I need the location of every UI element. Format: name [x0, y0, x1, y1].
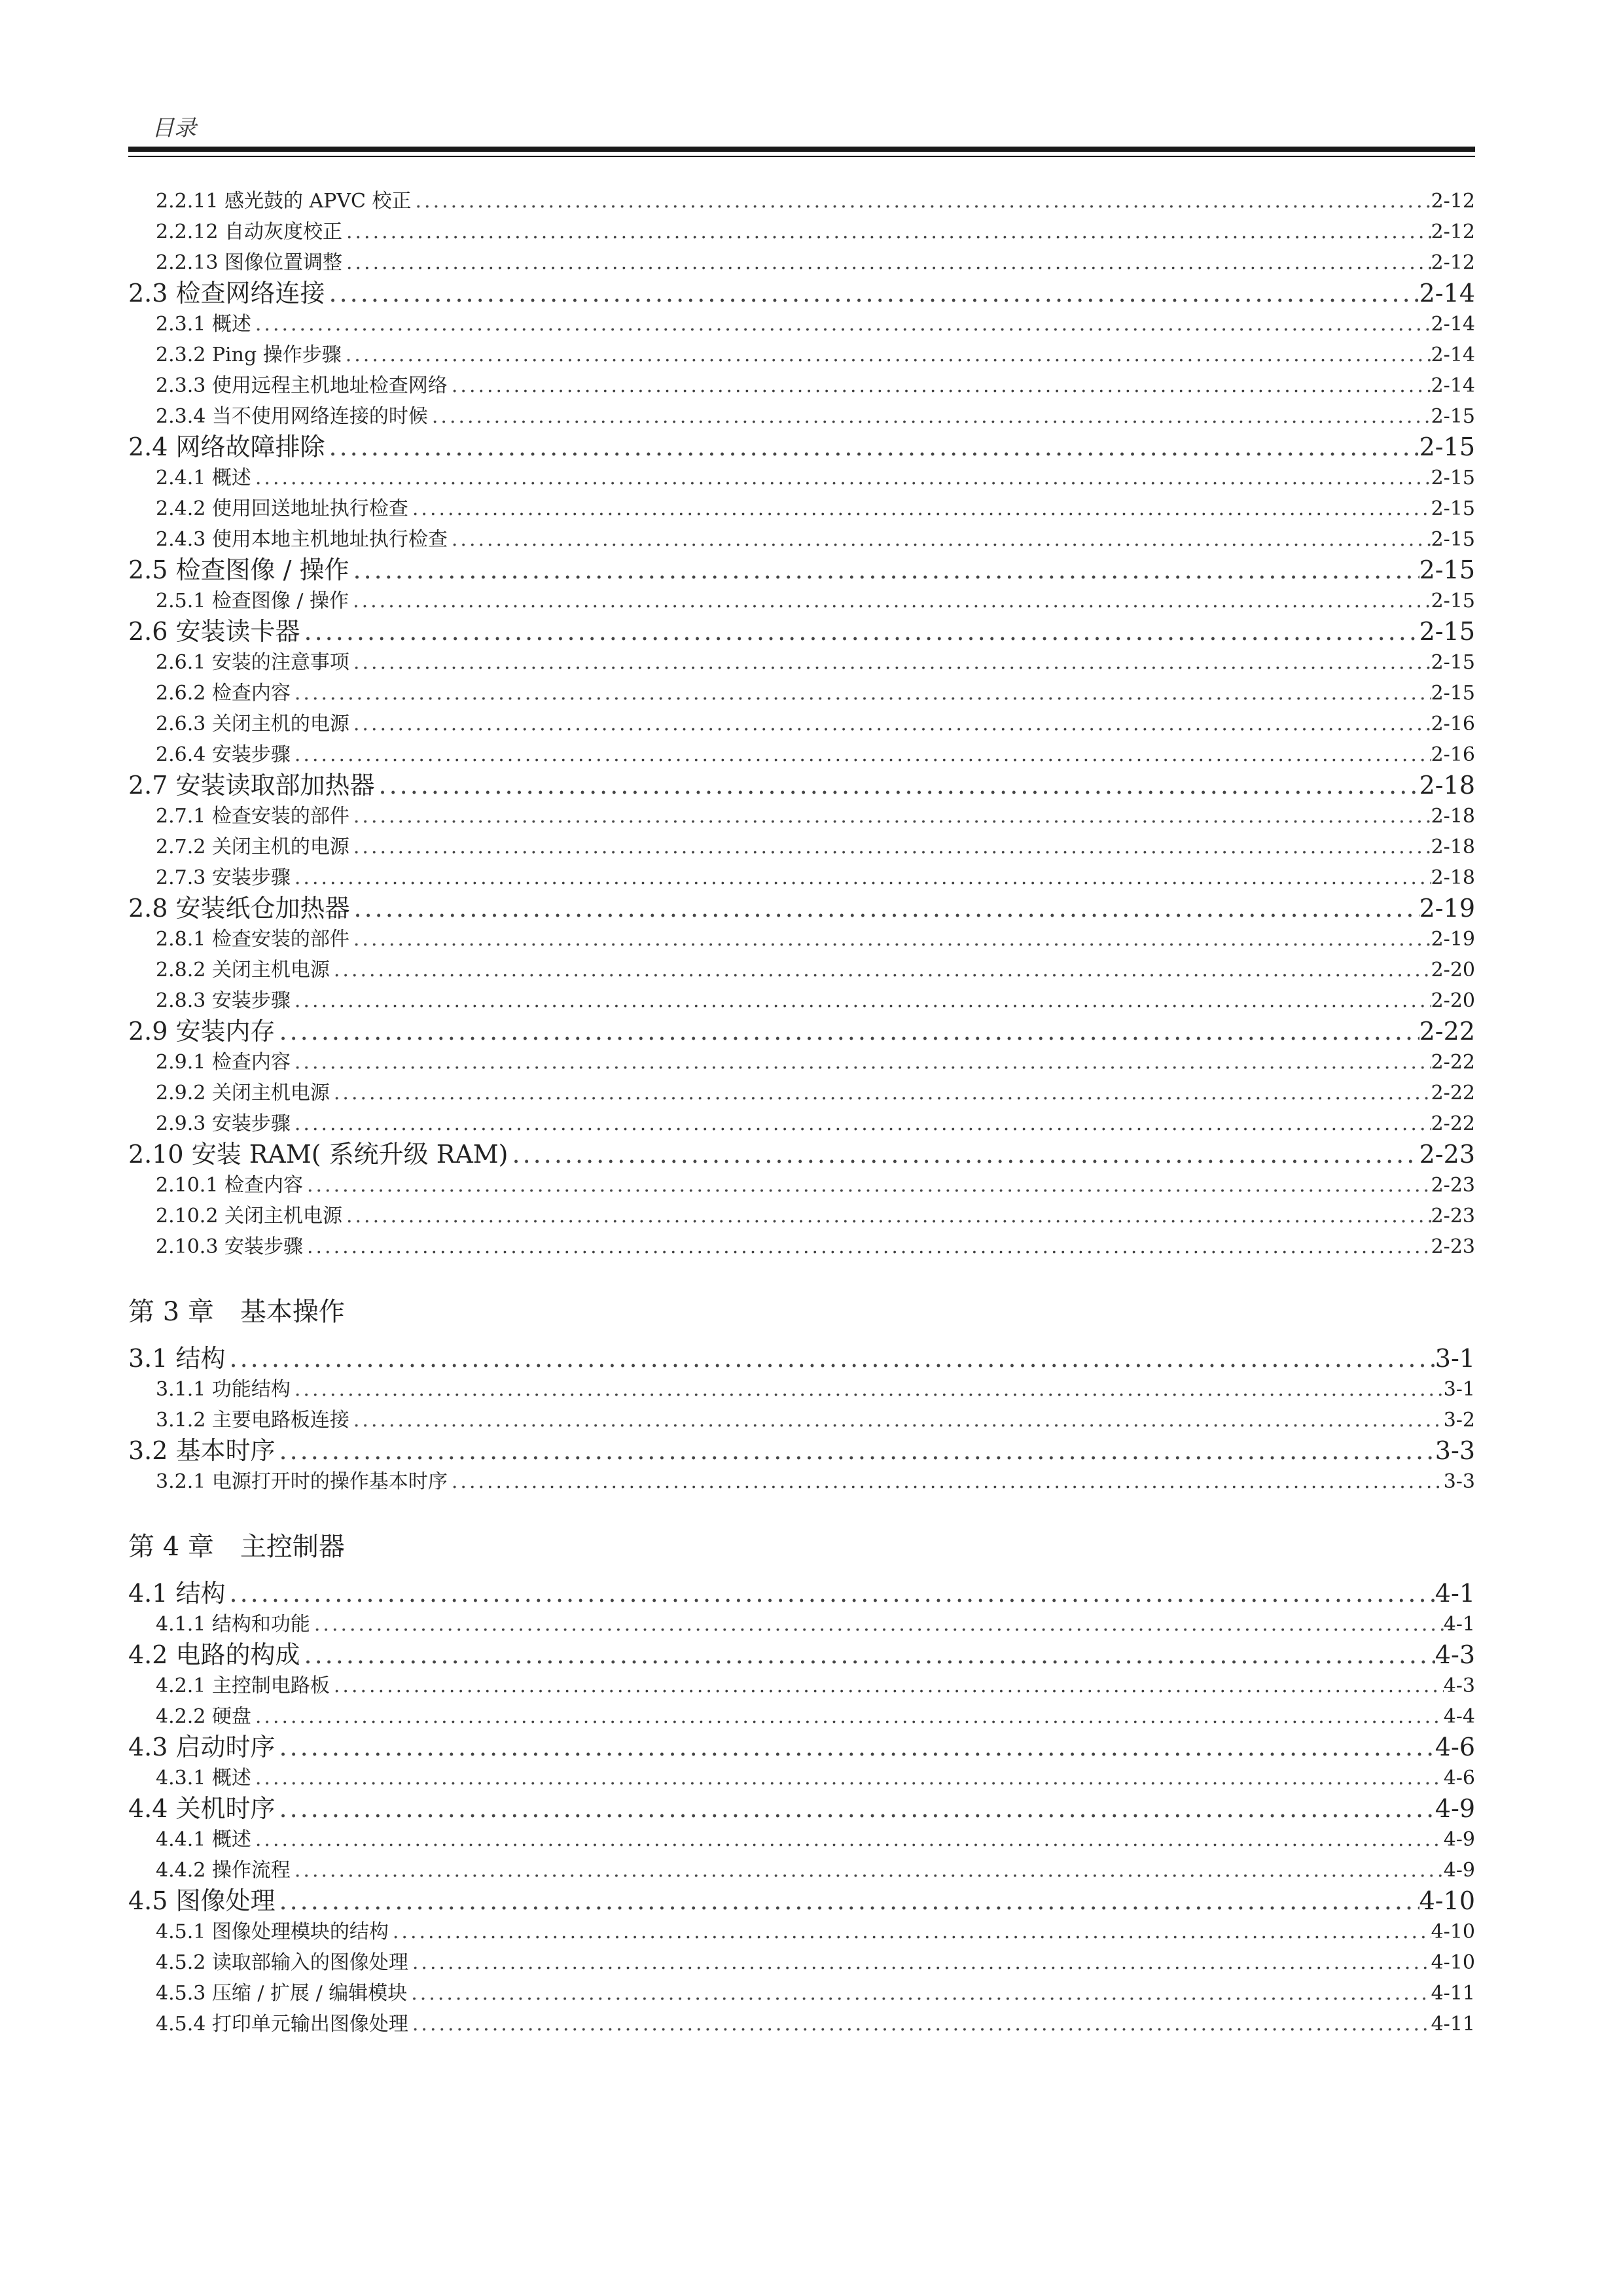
toc-entry-page: 2-20 [1431, 959, 1475, 981]
toc-entry-label: 4.2 电路的构成 [128, 1640, 300, 1669]
toc-section-entry[interactable] [128, 616, 1475, 647]
toc-subsection-entry[interactable] [128, 1978, 1475, 2009]
toc-entry-label: 3.1.1 功能结构 [156, 1378, 291, 1401]
toc-entry-page: 2-15 [1419, 617, 1475, 646]
toc-entry-page: 3-1 [1443, 1378, 1475, 1401]
toc-subsection-entry[interactable] [128, 1916, 1475, 1947]
toc-entry-label: 2.4 网络故障排除 [128, 433, 325, 461]
toc-subsection-entry[interactable] [128, 647, 1475, 678]
toc-entry-page: 4-3 [1435, 1640, 1475, 1669]
toc-entry-label: 2.10.2 关闭主机电源 [156, 1205, 342, 1227]
toc-subsection-entry[interactable] [128, 862, 1475, 893]
toc-subsection-entry[interactable] [128, 309, 1475, 340]
toc-dot-leader [342, 247, 1431, 278]
toc-entry-label: 2.6.4 安装步骤 [156, 743, 291, 766]
header-rule-thin [128, 156, 1475, 157]
toc-dot-leader [408, 1947, 1431, 1978]
toc-subsection-entry[interactable] [128, 739, 1475, 770]
toc-entry-label: 2.7 安装读取部加热器 [128, 771, 375, 800]
toc-entry-label: 4.5.2 读取部输入的图像处理 [156, 1951, 408, 1974]
toc-subsection-entry[interactable] [128, 247, 1475, 278]
toc-entry-label: 2.5 检查图像 / 操作 [128, 556, 349, 584]
toc-entry-page: 2-15 [1431, 651, 1475, 674]
toc-entry-page: 4-6 [1443, 1767, 1475, 1790]
toc-subsection-entry[interactable] [128, 340, 1475, 370]
toc-section-entry[interactable] [128, 770, 1475, 801]
toc-entry-page: 4-9 [1443, 1828, 1475, 1851]
toc-section-entry[interactable] [128, 1436, 1475, 1466]
toc-dot-leader [300, 616, 1419, 647]
toc-entry-label: 2.8.2 关闭主机电源 [156, 959, 330, 981]
toc-section-entry[interactable] [128, 555, 1475, 586]
toc-entry-page: 3-3 [1443, 1470, 1475, 1493]
toc-entry-page: 2-12 [1431, 221, 1475, 243]
toc-subsection-entry[interactable] [128, 1701, 1475, 1732]
toc-dot-leader [330, 1078, 1431, 1108]
toc-dot-leader [330, 955, 1431, 985]
toc-entry-label: 4.3.1 概述 [156, 1767, 251, 1790]
toc-entry-label: 3.2.1 电源打开时的操作基本时序 [156, 1470, 448, 1493]
toc-dot-leader [251, 309, 1431, 340]
toc-dot-leader [325, 432, 1419, 463]
toc-dot-leader [349, 586, 1431, 616]
chapter-heading: 第 3 章 基本操作 [128, 1297, 345, 1327]
toc-section-entry[interactable] [128, 1640, 1475, 1670]
toc-entry-label: 4.5.4 打印单元输出图像处理 [156, 2013, 408, 2036]
toc-dot-leader [350, 893, 1419, 924]
toc-subsection-entry[interactable] [128, 1855, 1475, 1886]
toc-subsection-entry[interactable] [128, 1763, 1475, 1793]
toc-entry-page: 2-14 [1431, 313, 1475, 336]
toc-subsection-entry[interactable] [128, 524, 1475, 555]
toc-entry-page: 2-20 [1431, 989, 1475, 1012]
toc-subsection-entry[interactable] [128, 1047, 1475, 1078]
toc-dot-leader [251, 1763, 1444, 1793]
toc-dot-leader [408, 2009, 1431, 2040]
toc-dot-leader [428, 401, 1431, 432]
toc-entry-page: 2-22 [1431, 1082, 1475, 1104]
toc-dot-leader [291, 985, 1431, 1016]
toc-subsection-entry[interactable] [128, 463, 1475, 493]
toc-entry-page: 4-6 [1435, 1733, 1475, 1761]
toc-dot-leader [276, 1793, 1435, 1824]
toc-entry-page: 4-11 [1431, 2013, 1475, 2036]
toc-entry-label: 2.10 安装 RAM( 系统升级 RAM) [128, 1140, 508, 1169]
toc-dot-leader [325, 278, 1419, 309]
toc-section-entry[interactable] [128, 1886, 1475, 1916]
toc-entry-page: 2-15 [1431, 405, 1475, 428]
toc-entry-page: 2-16 [1431, 743, 1475, 766]
toc-entry-page: 4-1 [1435, 1579, 1475, 1608]
toc-dot-leader [349, 647, 1431, 678]
toc-dot-leader [291, 1047, 1431, 1078]
toc-entry-label: 2.6.1 安装的注意事项 [156, 651, 349, 674]
toc-dot-leader [303, 1170, 1431, 1201]
toc-dot-leader [276, 1016, 1419, 1047]
toc-entry-label: 3.2 基本时序 [128, 1436, 276, 1465]
toc-subsection-entry[interactable] [128, 217, 1475, 247]
toc-entry-page: 2-22 [1431, 1112, 1475, 1135]
toc-entry-page: 2-12 [1431, 190, 1475, 213]
toc-dot-leader [412, 186, 1431, 217]
toc-subsection-entry[interactable] [128, 1374, 1475, 1405]
toc-entry-page: 4-3 [1443, 1674, 1475, 1697]
toc-entry-label: 2.2.11 感光鼓的 APVC 校正 [156, 190, 412, 213]
toc-subsection-entry[interactable] [128, 924, 1475, 955]
toc-dot-leader [226, 1578, 1435, 1609]
toc-entry-page: 2-23 [1419, 1140, 1475, 1169]
toc-subsection-entry[interactable] [128, 801, 1475, 832]
toc-entry-page: 4-1 [1443, 1613, 1475, 1636]
toc-entry-page: 4-10 [1431, 1920, 1475, 1943]
toc-dot-leader [291, 739, 1431, 770]
toc-entry-label: 2.3 检查网络连接 [128, 279, 325, 308]
toc-entry-page: 2-16 [1431, 713, 1475, 735]
toc-entry-page: 2-18 [1419, 771, 1475, 800]
toc-entry-page: 2-14 [1419, 279, 1475, 308]
toc-dot-leader [291, 1108, 1431, 1139]
toc-entry-label: 3.1 结构 [128, 1344, 226, 1373]
toc-subsection-entry[interactable] [128, 1078, 1475, 1108]
toc-entry-label: 2.3.1 概述 [156, 313, 251, 336]
toc-entry-page: 2-15 [1431, 682, 1475, 705]
toc-entry-page: 4-11 [1431, 1982, 1475, 2005]
toc-dot-leader [251, 463, 1431, 493]
toc-section-entry[interactable] [128, 1139, 1475, 1170]
toc-subsection-entry[interactable] [128, 1108, 1475, 1139]
toc-entry-page: 4-4 [1443, 1705, 1475, 1728]
toc-subsection-entry[interactable] [128, 401, 1475, 432]
toc-entry-label: 2.3.2 Ping 操作步骤 [156, 344, 342, 366]
toc-entry-page: 2-22 [1431, 1051, 1475, 1074]
toc-entry-label: 2.3.3 使用远程主机地址检查网络 [156, 374, 448, 397]
toc-dot-leader [276, 1886, 1419, 1916]
toc-entry-page: 4-9 [1443, 1859, 1475, 1882]
toc-entry-page: 2-23 [1431, 1205, 1475, 1227]
toc-subsection-entry[interactable] [128, 678, 1475, 709]
toc-dot-leader [303, 1231, 1431, 1262]
toc-subsection-entry[interactable] [128, 186, 1475, 217]
toc-entry-label: 4.2.2 硬盘 [156, 1705, 251, 1728]
toc-subsection-entry[interactable] [128, 985, 1475, 1016]
toc-dot-leader [276, 1436, 1435, 1466]
toc-entry-page: 3-3 [1435, 1436, 1475, 1465]
toc-section-entry[interactable] [128, 893, 1475, 924]
toc-dot-leader [408, 493, 1431, 524]
toc-entry-label: 4.4.1 概述 [156, 1828, 251, 1851]
toc-entry-page: 2-15 [1431, 590, 1475, 612]
toc-subsection-entry[interactable] [128, 1670, 1475, 1701]
toc-entry-page: 2-19 [1419, 894, 1475, 923]
toc-dot-leader [349, 924, 1431, 955]
toc-entry-label: 2.2.13 图像位置调整 [156, 251, 342, 274]
toc-subsection-entry[interactable] [128, 1466, 1475, 1497]
toc-entry-page: 4-9 [1435, 1794, 1475, 1823]
toc-entry-label: 2.9.2 关闭主机电源 [156, 1082, 330, 1104]
toc-dot-leader [251, 1701, 1444, 1732]
toc-section-entry[interactable] [128, 1343, 1475, 1374]
toc-entry-label: 2.10.1 检查内容 [156, 1174, 303, 1197]
toc-entry-label: 2.6.2 检查内容 [156, 682, 291, 705]
chapter-heading: 第 4 章 主控制器 [128, 1532, 345, 1562]
toc-entry-page: 2-14 [1431, 344, 1475, 366]
toc-dot-leader [349, 832, 1431, 862]
toc-entry-label: 3.1.2 主要电路板连接 [156, 1409, 349, 1432]
toc-entry-page: 2-14 [1431, 374, 1475, 397]
toc-dot-leader [349, 709, 1431, 739]
toc-entry-label: 4.3 启动时序 [128, 1733, 276, 1761]
table-of-contents [128, 186, 1475, 2040]
toc-entry-label: 2.9.3 安装步骤 [156, 1112, 291, 1135]
toc-entry-label: 4.2.1 主控制电路板 [156, 1674, 330, 1697]
toc-subsection-entry[interactable] [128, 832, 1475, 862]
toc-dot-leader [349, 801, 1431, 832]
toc-subsection-entry[interactable] [128, 2009, 1475, 2040]
header-rule-thick [128, 147, 1475, 152]
toc-dot-leader [349, 555, 1419, 586]
toc-section-entry[interactable] [128, 432, 1475, 463]
toc-subsection-entry[interactable] [128, 1231, 1475, 1262]
toc-entry-label: 2.4.1 概述 [156, 467, 251, 489]
toc-entry-page: 2-23 [1431, 1235, 1475, 1258]
toc-entry-label: 2.8.1 检查安装的部件 [156, 928, 349, 951]
toc-subsection-entry[interactable] [128, 1609, 1475, 1640]
toc-entry-page: 2-18 [1431, 836, 1475, 858]
toc-entry-label: 2.4.3 使用本地主机地址执行检查 [156, 528, 448, 551]
toc-entry-label: 2.8 安装纸仓加热器 [128, 894, 350, 923]
toc-dot-leader [508, 1139, 1419, 1170]
toc-entry-page: 2-15 [1419, 433, 1475, 461]
toc-entry-page: 2-23 [1431, 1174, 1475, 1197]
toc-dot-leader [291, 862, 1431, 893]
header-title: 目录 [152, 115, 196, 141]
toc-dot-leader [291, 678, 1431, 709]
toc-entry-page: 2-12 [1431, 251, 1475, 274]
toc-subsection-entry[interactable] [128, 1170, 1475, 1201]
toc-entry-label: 2.6.3 关闭主机的电源 [156, 713, 349, 735]
toc-dot-leader [349, 1405, 1444, 1436]
toc-entry-page: 4-10 [1431, 1951, 1475, 1974]
toc-entry-label: 2.7.2 关闭主机的电源 [156, 836, 349, 858]
toc-entry-page: 4-10 [1419, 1886, 1475, 1915]
toc-dot-leader [342, 217, 1431, 247]
toc-entry-page: 2-22 [1419, 1017, 1475, 1046]
toc-subsection-entry[interactable] [128, 493, 1475, 524]
toc-entry-label: 2.6 安装读卡器 [128, 617, 300, 646]
toc-dot-leader [448, 370, 1431, 401]
toc-subsection-entry[interactable] [128, 1405, 1475, 1436]
toc-entry-label: 2.10.3 安装步骤 [156, 1235, 303, 1258]
toc-dot-leader [375, 770, 1419, 801]
toc-entry-page: 3-2 [1443, 1409, 1475, 1432]
toc-entry-label: 4.5.3 压缩 / 扩展 / 编辑模块 [156, 1982, 408, 2005]
toc-dot-leader [251, 1824, 1444, 1855]
toc-entry-label: 4.4.2 操作流程 [156, 1859, 291, 1882]
toc-section-entry[interactable] [128, 1793, 1475, 1824]
toc-entry-page: 2-18 [1431, 805, 1475, 828]
toc-section-entry[interactable] [128, 278, 1475, 309]
toc-dot-leader [276, 1732, 1435, 1763]
toc-entry-page: 2-19 [1431, 928, 1475, 951]
toc-dot-leader [407, 1978, 1431, 2009]
toc-entry-page: 2-15 [1431, 467, 1475, 489]
toc-entry-label: 2.9 安装内存 [128, 1017, 276, 1046]
toc-dot-leader [389, 1916, 1431, 1947]
toc-entry-label: 2.4.2 使用回送地址执行检查 [156, 497, 408, 520]
toc-subsection-entry[interactable] [128, 1824, 1475, 1855]
toc-entry-label: 4.5 图像处理 [128, 1886, 276, 1915]
toc-entry-label: 4.5.1 图像处理模块的结构 [156, 1920, 389, 1943]
toc-entry-label: 2.9.1 检查内容 [156, 1051, 291, 1074]
toc-subsection-entry[interactable] [128, 370, 1475, 401]
toc-entry-page: 2-15 [1431, 528, 1475, 551]
toc-subsection-entry[interactable] [128, 1947, 1475, 1978]
toc-section-entry[interactable] [128, 1578, 1475, 1609]
toc-entry-label: 2.7.1 检查安装的部件 [156, 805, 349, 828]
toc-dot-leader [226, 1343, 1435, 1374]
toc-dot-leader [448, 524, 1431, 555]
toc-dot-leader [342, 340, 1431, 370]
toc-entry-label: 2.5.1 检查图像 / 操作 [156, 590, 349, 612]
toc-entry-label: 2.7.3 安装步骤 [156, 866, 291, 889]
toc-dot-leader [291, 1374, 1444, 1405]
toc-entry-label: 2.8.3 安装步骤 [156, 989, 291, 1012]
toc-entry-page: 2-15 [1419, 556, 1475, 584]
toc-dot-leader [300, 1640, 1435, 1670]
toc-section-entry[interactable] [128, 1732, 1475, 1763]
toc-entry-page: 2-18 [1431, 866, 1475, 889]
toc-entry-page: 2-15 [1431, 497, 1475, 520]
toc-dot-leader [291, 1855, 1444, 1886]
toc-subsection-entry[interactable] [128, 586, 1475, 616]
toc-dot-leader [310, 1609, 1444, 1640]
toc-entry-page: 3-1 [1435, 1344, 1475, 1373]
toc-entry-label: 4.1 结构 [128, 1579, 226, 1608]
toc-subsection-entry[interactable] [128, 709, 1475, 739]
toc-section-entry[interactable] [128, 1016, 1475, 1047]
toc-subsection-entry[interactable] [128, 1201, 1475, 1231]
toc-dot-leader [342, 1201, 1431, 1231]
toc-subsection-entry[interactable] [128, 955, 1475, 985]
toc-entry-label: 2.2.12 自动灰度校正 [156, 221, 342, 243]
toc-entry-label: 4.4 关机时序 [128, 1794, 276, 1823]
toc-entry-label: 2.3.4 当不使用网络连接的时候 [156, 405, 428, 428]
toc-entry-label: 4.1.1 结构和功能 [156, 1613, 310, 1636]
toc-dot-leader [330, 1670, 1444, 1701]
toc-dot-leader [448, 1466, 1444, 1497]
